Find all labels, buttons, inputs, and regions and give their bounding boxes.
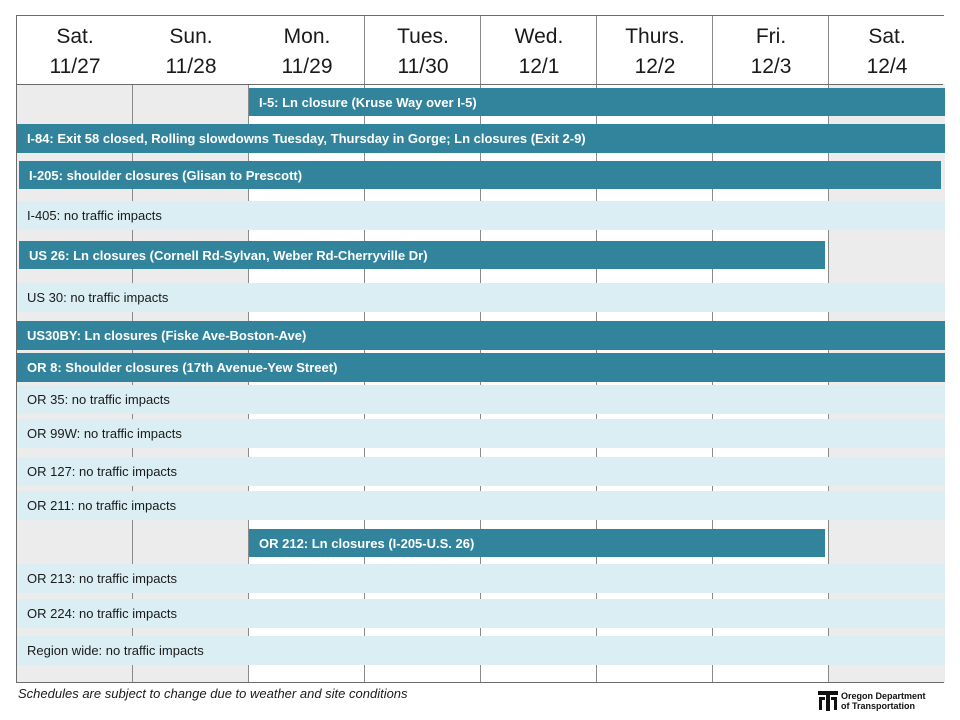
logo-line-2: of Transportation xyxy=(841,701,915,711)
event-label: OR 224: no traffic impacts xyxy=(27,606,178,621)
event-label: US 30: no traffic impacts xyxy=(27,290,169,305)
day-name: Fri. xyxy=(755,25,787,48)
day-header xyxy=(365,16,481,84)
logo-line-1: Oregon Department xyxy=(841,691,926,701)
event-bar-or224 xyxy=(17,599,945,628)
day-name: Sun. xyxy=(169,25,213,48)
day-name: Mon. xyxy=(283,25,331,48)
day-date: 11/30 xyxy=(397,55,449,78)
day-name: Sat. xyxy=(56,25,94,48)
header-divider xyxy=(17,84,943,85)
event-bar-or212 xyxy=(249,529,825,557)
event-label: US 26: Ln closures (Cornell Rd-Sylvan, Weber Rd-Cherryville Dr) xyxy=(29,247,428,263)
day-date: 11/29 xyxy=(281,55,333,78)
odot-logo-icon xyxy=(817,690,839,712)
event-bar-region-wide xyxy=(17,636,945,665)
event-bar-or99w xyxy=(17,419,945,448)
day-name: Sat. xyxy=(868,25,906,48)
closure-calendar xyxy=(16,15,944,683)
event-label: OR 213: no traffic impacts xyxy=(27,571,178,586)
event-label: US30BY: Ln closures (Fiske Ave-Boston-Ave) xyxy=(27,328,307,343)
event-label: OR 35: no traffic impacts xyxy=(27,392,170,407)
event-label: OR 212: Ln closures (I-205-U.S. 26) xyxy=(259,535,475,551)
odot-logo-text xyxy=(841,691,926,711)
event-bar-us30by xyxy=(17,321,945,350)
day-date: 12/1 xyxy=(518,55,560,78)
event-bar-or211 xyxy=(17,491,945,520)
day-date: 11/28 xyxy=(165,55,217,78)
event-bar-or213 xyxy=(17,564,945,593)
event-bar-or35 xyxy=(17,385,945,414)
event-bar-i5 xyxy=(249,88,945,116)
day-date: 12/4 xyxy=(866,55,908,78)
day-date: 11/27 xyxy=(49,55,101,78)
event-label: Region wide: no traffic impacts xyxy=(27,643,204,658)
day-date: 12/3 xyxy=(750,55,792,78)
day-header xyxy=(481,16,597,84)
event-bar-i405 xyxy=(17,201,945,230)
day-date: 12/2 xyxy=(634,55,676,78)
event-bar-or8 xyxy=(17,353,945,382)
event-label: OR 127: no traffic impacts xyxy=(27,464,178,479)
event-label: OR 211: no traffic impacts xyxy=(27,498,177,513)
event-label: I-5: Ln closure (Kruse Way over I-5) xyxy=(259,94,477,110)
day-header xyxy=(17,16,133,84)
event-label: I-84: Exit 58 closed, Rolling slowdowns Tuesday, Thursday in Gorge; Ln closures (Exit 2-9) xyxy=(27,131,586,146)
day-header xyxy=(713,16,829,84)
day-name: Thurs. xyxy=(625,25,685,48)
event-label: I-405: no traffic impacts xyxy=(27,208,162,223)
footnote: Schedules are subject to change due to weather and site conditions xyxy=(18,686,408,701)
event-bar-us30 xyxy=(17,283,945,312)
day-name: Tues. xyxy=(397,25,449,48)
day-name: Wed. xyxy=(514,25,564,48)
day-header xyxy=(829,16,945,84)
odot-logo xyxy=(817,690,947,712)
event-label: I-205: shoulder closures (Glisan to Prescott) xyxy=(29,167,303,183)
day-header xyxy=(249,16,365,84)
event-bar-i84 xyxy=(17,124,945,153)
day-header xyxy=(133,16,249,84)
event-bar-i205 xyxy=(19,161,941,189)
event-bar-or127 xyxy=(17,457,945,486)
event-label: OR 99W: no traffic impacts xyxy=(27,426,182,441)
day-header xyxy=(597,16,713,84)
event-label: OR 8: Shoulder closures (17th Avenue-Yew Street) xyxy=(27,360,338,375)
event-bar-us26 xyxy=(19,241,825,269)
